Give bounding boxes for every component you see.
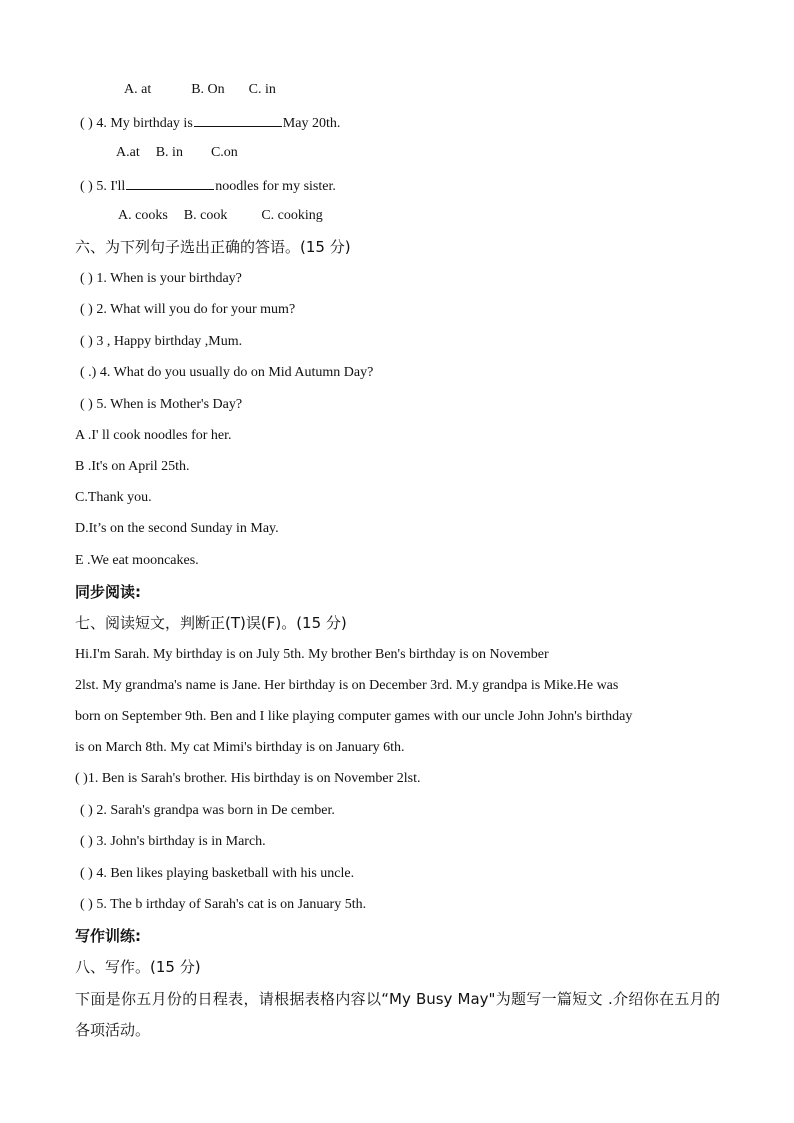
q5-text-before: 5. I'll <box>96 179 126 194</box>
s6-q2-paren: ( ) <box>80 302 93 317</box>
section7-heading: 七、阅读短文，判断正(T)误(F)。(15 分) <box>75 614 347 632</box>
q3-option-c: C. in <box>248 82 276 97</box>
q4-option-a: A.at <box>116 145 140 160</box>
s6-q1-paren: ( ) <box>80 271 93 286</box>
s6-answer-b: B .It's on April 25th. <box>75 459 190 474</box>
q4-paren: ( ) <box>80 116 93 131</box>
q5-paren: ( ) <box>80 179 93 194</box>
s6-q3-text: 3 , Happy birthday ,Mum. <box>96 334 243 349</box>
s6-answer-d: D.It’s on the second Sunday in May. <box>75 521 279 536</box>
writing-heading: 写作训练: <box>75 927 141 945</box>
s6-answer-e: E .We eat mooncakes. <box>75 553 199 568</box>
section8-heading: 八、写作。(15 分) <box>75 958 201 976</box>
s7-s4-paren: ( ) <box>80 866 93 881</box>
s6-question-1 <box>80 269 242 289</box>
s6-q4-paren: ( .) <box>80 365 97 380</box>
s7-statement-4 <box>80 864 354 884</box>
section8-prompt: 下面是你五月份的日程表，请根据表格内容以“My Busy May"为题写一篇短文 .介绍你在五月的各项活动。 <box>75 990 720 1039</box>
q3-options <box>124 80 276 100</box>
s7-s1-text: 1. Ben is Sarah's brother. His birthday is on November 2lst. <box>87 771 421 786</box>
s7-s5-text: 5. The b irthday of Sarah's cat is on January 5th. <box>96 897 367 912</box>
s7-statement-2 <box>80 801 335 821</box>
q5-option-c: C. cooking <box>261 208 323 223</box>
s7-statement-3 <box>80 832 266 852</box>
s7-s5-paren: ( ) <box>80 897 93 912</box>
s7-s3-paren: ( ) <box>80 834 93 849</box>
q4-blank[interactable] <box>194 112 282 127</box>
s6-q4-text: 4. What do you usually do on Mid Autumn Day? <box>99 365 374 380</box>
s6-q2-text: 2. What will you do for your mum? <box>96 302 296 317</box>
s7-s2-paren: ( ) <box>80 803 93 818</box>
q3-option-a: A. at <box>124 82 152 97</box>
s6-answer-a: A .I' ll cook noodles for her. <box>75 428 232 443</box>
q5-option-a: A. cooks <box>118 208 168 223</box>
s6-q5-paren: ( ) <box>80 397 93 412</box>
passage-line-3: born on September 9th. Ben and I like playing computer games with our uncle John John's birthday <box>75 709 633 724</box>
q5-options <box>118 206 323 226</box>
s6-question-3 <box>80 332 242 352</box>
sync-reading-heading: 同步阅读: <box>75 583 141 601</box>
s6-question-5 <box>80 395 242 415</box>
s6-question-2 <box>80 300 295 320</box>
s7-statement-5 <box>80 895 366 915</box>
q4-options <box>116 143 238 163</box>
s7-statement-1 <box>75 769 420 789</box>
q3-option-b: B. On <box>191 82 225 97</box>
s7-s1-paren: ( ) <box>75 771 88 786</box>
s6-answer-c: C.Thank you. <box>75 490 152 505</box>
section6-heading: 六、为下列句子选出正确的答语。(15 分) <box>75 238 351 256</box>
passage-line-4: is on March 8th. My cat Mimi's birthday is on January 6th. <box>75 740 405 755</box>
q4-option-b: B. in <box>155 145 183 160</box>
q4-option-c: C.on <box>210 145 238 160</box>
q4-text-before: 4. My birthday is <box>96 116 193 131</box>
s6-q3-paren: ( ) <box>80 334 93 349</box>
s7-s4-text: 4. Ben likes playing basketball with his uncle. <box>96 866 355 881</box>
s6-q1-text: 1. When is your birthday? <box>96 271 242 286</box>
q5-blank[interactable] <box>126 175 214 190</box>
s6-question-4 <box>80 363 373 383</box>
passage-line-1: Hi.I'm Sarah. My birthday is on July 5th. My brother Ben's birthday is on November <box>75 647 549 662</box>
q5-line <box>80 175 336 197</box>
q4-text-after: May 20th. <box>282 116 341 131</box>
q4-line <box>80 112 340 134</box>
q5-text-after: noodles for my sister. <box>215 179 336 194</box>
s6-q5-text: 5. When is Mother's Day? <box>96 397 243 412</box>
q5-option-b: B. cook <box>183 208 228 223</box>
s7-s3-text: 3. John's birthday is in March. <box>96 834 266 849</box>
s7-s2-text: 2. Sarah's grandpa was born in De cember. <box>96 803 335 818</box>
passage-line-2: 2lst. My grandma's name is Jane. Her birthday is on December 3rd. M.y grandpa is Mike.He was <box>75 678 619 693</box>
